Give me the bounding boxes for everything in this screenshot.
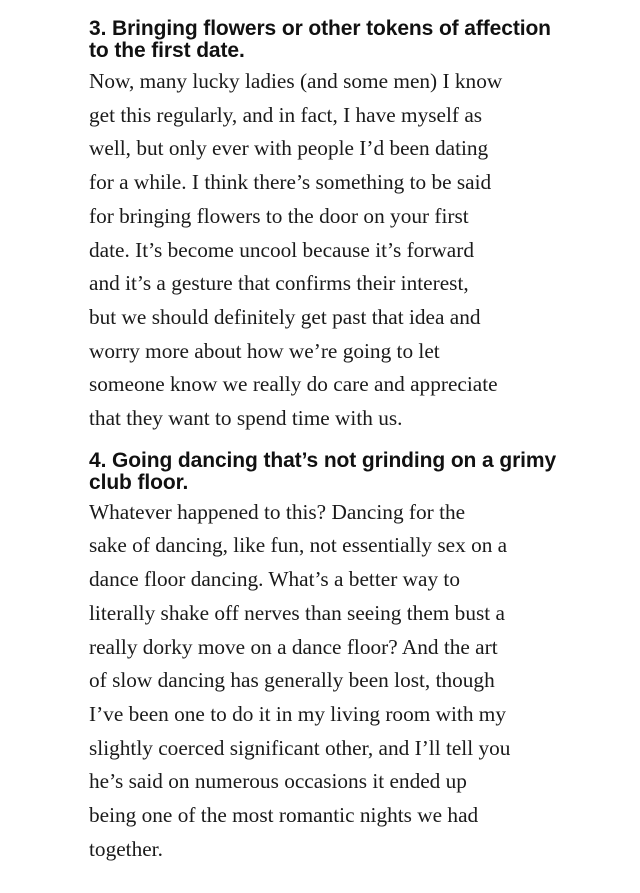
paragraph-line: someone know we really do care and appreciate	[89, 372, 498, 397]
paragraph-line: literally shake off nerves than seeing them bust a	[89, 600, 505, 625]
heading-line: to the first date.	[89, 39, 245, 62]
heading-line: 3. Bringing flowers or other tokens of affection	[89, 17, 551, 40]
paragraph-line: for a while. I think there’s something to be said	[89, 170, 492, 195]
paragraph-line: but we should definitely get past that idea and	[89, 304, 481, 329]
paragraph-line: dance floor dancing. What’s a better way to	[89, 567, 460, 592]
paragraph-line: slightly coerced significant other, and I’ll tell you	[89, 735, 511, 760]
section-paragraph	[89, 65, 589, 436]
paragraph-line: get this regularly, and in fact, I have myself as	[89, 102, 483, 127]
paragraph-line: Whatever happened to this? Dancing for the	[89, 499, 466, 524]
article-content	[89, 18, 589, 866]
paragraph-line: Now, many lucky ladies (and some men) I know	[89, 69, 503, 93]
paragraph-line: that they want to spend time with us.	[89, 406, 403, 431]
paragraph-line: sake of dancing, like fun, not essentially sex on a	[89, 533, 508, 558]
paragraph-line: I’ve been one to do it in my living room with my	[89, 701, 507, 726]
section-paragraph	[89, 496, 589, 867]
heading-line: 4. Going dancing that’s not grinding on a grimy	[89, 448, 557, 472]
paragraph-line: of slow dancing has generally been lost, though	[89, 668, 495, 693]
section-heading	[89, 450, 589, 494]
paragraph-line: worry more about how we’re going to let	[89, 338, 440, 363]
paragraph-line: for bringing flowers to the door on your first	[89, 203, 469, 228]
paragraph-line: being one of the most romantic nights we had	[89, 803, 479, 828]
paragraph-line: together.	[89, 836, 163, 861]
heading-line: club floor.	[89, 470, 189, 494]
paragraph-line: he’s said on numerous occasions it ended up	[89, 769, 467, 794]
paragraph-line: really dorky move on a dance floor? And the art	[89, 634, 498, 659]
section-bringing-flowers	[89, 18, 589, 436]
section-going-dancing	[89, 450, 589, 867]
paragraph-line: and it’s a gesture that confirms their interest,	[89, 271, 469, 296]
paragraph-line: well, but only ever with people I’d been dating	[89, 136, 489, 161]
paragraph-line: date. It’s become uncool because it’s forward	[89, 237, 474, 262]
section-heading	[89, 18, 589, 62]
